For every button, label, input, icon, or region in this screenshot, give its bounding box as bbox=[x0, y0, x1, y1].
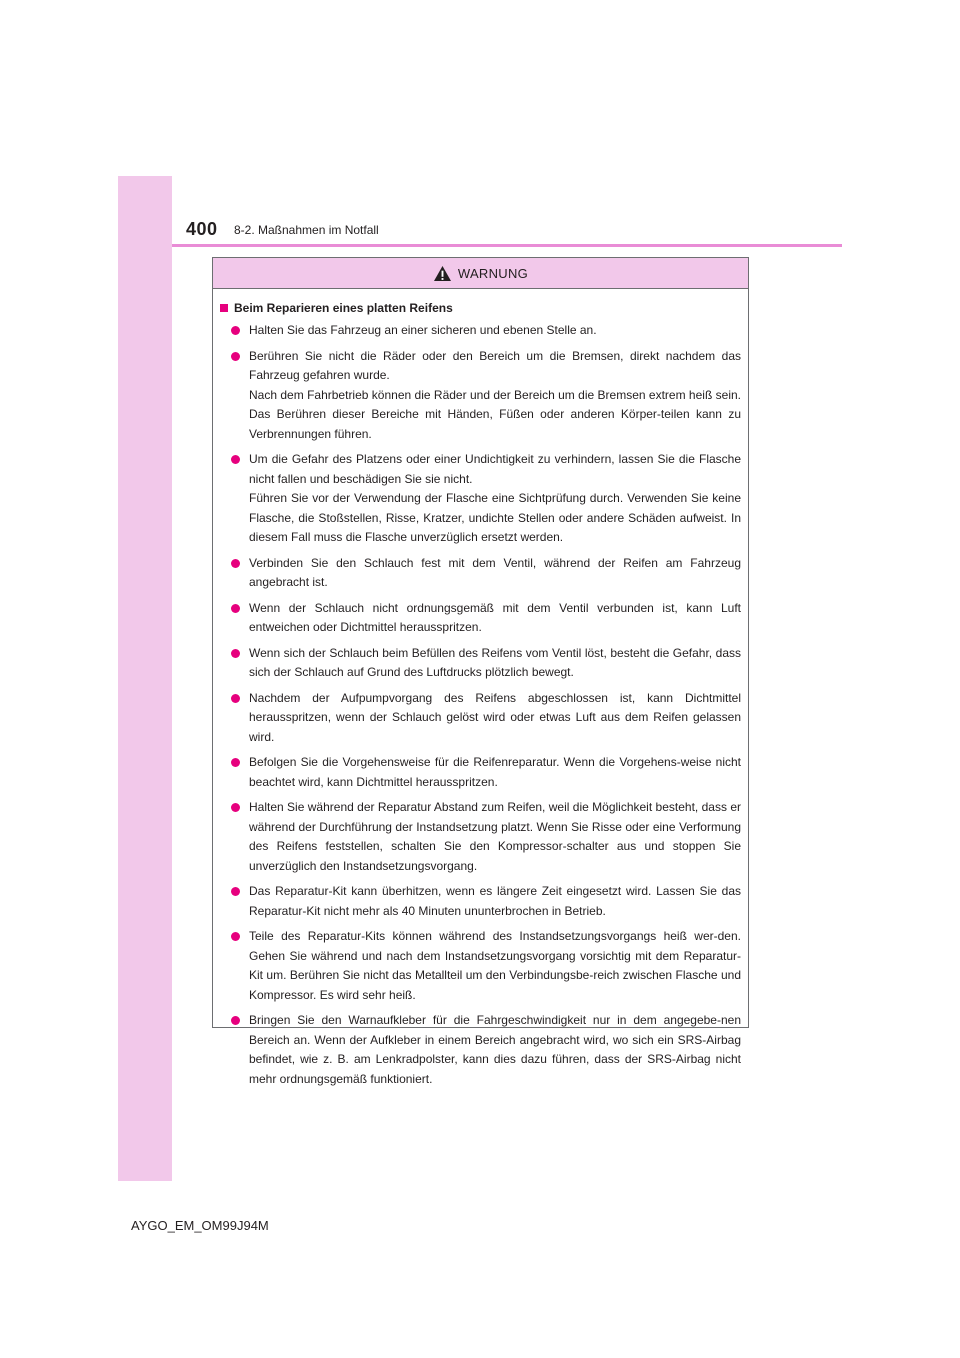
list-item: Das Reparatur-Kit kann überhitzen, wenn es längere Zeit eingesetzt wird. Lassen Sie das Reparatur-Kit nicht mehr als 40 Minuten ununterbrochen in Betrieb. bbox=[220, 882, 741, 921]
document-code: AYGO_EM_OM99J94M bbox=[131, 1218, 269, 1233]
list-item: Teile des Reparatur-Kits können während des Instandsetzungsvorgangs heiß wer-den. Gehen Sie während und nach dem Instandsetzungsvorgang vorsichtig mit dem Reparatur-Kit um. Berühren Sie nicht das Metallteil um den Verbindungsbe-reich zwischen Flasche und Kompressor. Es wird sehr heiß. bbox=[220, 927, 741, 1005]
warning-subheading bbox=[220, 301, 741, 315]
page-number: 400 bbox=[186, 219, 218, 239]
list-item: Nachdem der Aufpumpvorgang des Reifens abgeschlossen ist, kann Dichtmittel herausspritzen, wenn der Schlauch gelöst wird oder etwas Luft aus dem Reifen gelassen wird. bbox=[220, 689, 741, 748]
square-bullet-icon bbox=[220, 304, 228, 312]
list-item: Bringen Sie den Warnaufkleber für die Fahrgeschwindigkeit nur in dem angegebe-nen Bereich an. Wenn der Aufkleber in einem Bereich angebracht wird, wo sich ein SRS-Airbag befindet, wie z. B. am Lenkradpolster, kann dies dazu führen, dass der SRS-Airbag nicht mehr ordnungsgemäß funktioniert. bbox=[220, 1011, 741, 1089]
warning-label: WARNUNG bbox=[457, 265, 529, 281]
list-item: Befolgen Sie die Vorgehensweise für die Reifenreparatur. Wenn die Vorgehens-weise nicht beachtet wird, kann Dichtmittel herausspritzen. bbox=[220, 753, 741, 792]
warning-subheading-text: Beim Reparieren eines platten Reifens bbox=[234, 301, 453, 315]
bullet-dot-icon bbox=[231, 694, 240, 703]
list-item: Halten Sie während der Reparatur Abstand zum Reifen, weil die Möglichkeit besteht, dass er während der Durchführung der Instandsetzung platzt. Wenn Sie Risse oder eine Verformung des Reifens feststellen, schalten Sie den Kompressor-schalter aus und stoppen Sie unverzüglich den Instandsetzungsvorgang. bbox=[220, 798, 741, 876]
warning-body bbox=[213, 289, 748, 1089]
warning-box bbox=[212, 257, 749, 1086]
section-title: 8-2. Maßnahmen im Notfall bbox=[234, 223, 379, 237]
warning-list bbox=[220, 321, 741, 1089]
warning-header bbox=[213, 258, 748, 289]
bullet-dot-icon bbox=[231, 326, 240, 335]
list-item: Um die Gefahr des Platzens oder einer Undichtigkeit zu verhindern, lassen Sie die Flasche nicht fallen und beschädigen Sie sie nicht. Führen Sie vor der Verwendung der Flasche eine Sichtprüfung durch. Verwenden Sie keine Flasche, die Stoßstellen, Risse, Kratzer, undichte Stellen oder andere Schäden aufweist. In diesem Fall muss die Flasche unverzüglich ersetzt werden. bbox=[220, 450, 741, 548]
bullet-dot-icon bbox=[231, 455, 240, 464]
bullet-dot-icon bbox=[231, 352, 240, 361]
bullet-dot-icon bbox=[231, 758, 240, 767]
bullet-dot-icon bbox=[231, 559, 240, 568]
list-item: Wenn der Schlauch nicht ordnungsgemäß mit dem Ventil verbunden ist, kann Luft entweichen oder Dichtmittel herausspritzen. bbox=[220, 599, 741, 638]
list-item: Wenn sich der Schlauch beim Befüllen des Reifens vom Ventil löst, besteht die Gefahr, dass sich der Schlauch auf Grund des Luftdrucks plötzlich bewegt. bbox=[220, 644, 741, 683]
header-rule bbox=[172, 244, 842, 247]
list-item: Verbinden Sie den Schlauch fest mit dem Ventil, während der Reifen am Fahrzeug angebracht ist. bbox=[220, 554, 741, 593]
bullet-dot-icon bbox=[231, 1016, 240, 1025]
bullet-dot-icon bbox=[231, 604, 240, 613]
bullet-dot-icon bbox=[231, 803, 240, 812]
side-tab-strip bbox=[118, 176, 172, 1181]
bullet-dot-icon bbox=[231, 649, 240, 658]
list-item: Berühren Sie nicht die Räder oder den Bereich um die Bremsen, direkt nachdem das Fahrzeug gefahren wurde. Nach dem Fahrbetrieb können die Räder und der Bereich um die Bremsen extrem heiß sein. Das Berühren dieser Bereiche mit Händen, Füßen oder anderen Körper-teilen kann zu Verbrennungen führen. bbox=[220, 347, 741, 445]
warning-triangle-icon bbox=[433, 265, 452, 282]
bullet-dot-icon bbox=[231, 887, 240, 896]
list-item: Halten Sie das Fahrzeug an einer sicheren und ebenen Stelle an. bbox=[220, 321, 741, 341]
bullet-dot-icon bbox=[231, 932, 240, 941]
